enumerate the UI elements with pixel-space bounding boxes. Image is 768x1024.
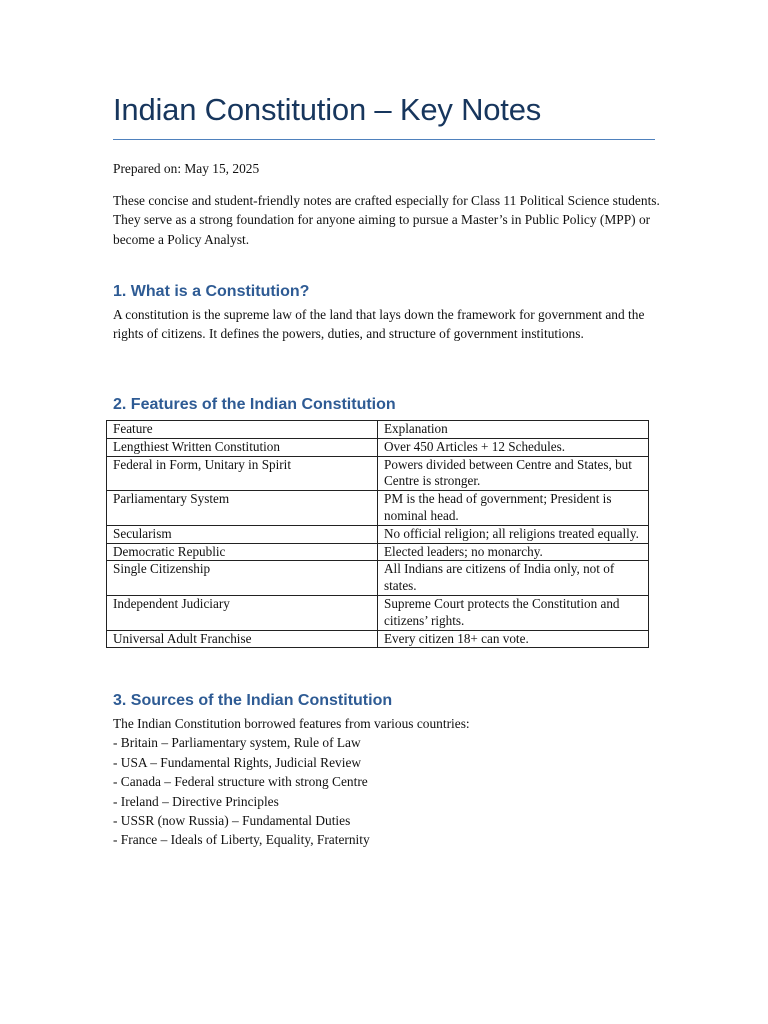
feature-cell: Independent Judiciary <box>107 595 378 630</box>
section-1-heading: 1. What is a Constitution? <box>113 283 310 300</box>
section-2-heading: 2. Features of the Indian Constitution <box>113 396 396 413</box>
feature-cell: Lengthiest Written Constitution <box>107 438 378 456</box>
table-row <box>107 491 649 526</box>
list-item: - USA – Fundamental Rights, Judicial Review <box>113 754 362 770</box>
table-row <box>107 561 649 596</box>
sources-intro: The Indian Constitution borrowed features from various countries: <box>113 716 470 731</box>
list-item: - Ireland – Directive Principles <box>113 793 279 809</box>
intro-paragraph: These concise and student-friendly notes are crafted especially for Class 11 Political Science students. They serve as a strong foundation for anyone aiming to pursue a Master’s in Public Policy (MPP) or become a Policy Analyst. <box>113 193 660 247</box>
prepared-date: Prepared on: May 15, 2025 <box>113 161 260 176</box>
feature-cell: Universal Adult Franchise <box>107 630 378 648</box>
explanation-cell: Powers divided between Centre and States, but Centre is stronger. <box>378 456 649 491</box>
feature-cell: Single Citizenship <box>107 561 378 596</box>
explanation-cell: Every citizen 18+ can vote. <box>378 630 649 648</box>
list-item: - Canada – Federal structure with strong Centre <box>113 774 368 790</box>
list-item: - Britain – Parliamentary system, Rule of Law <box>113 735 361 751</box>
table-row <box>107 630 649 648</box>
section-3-heading: 3. Sources of the Indian Constitution <box>113 692 393 709</box>
list-item: - USSR (now Russia) – Fundamental Duties <box>113 813 351 829</box>
explanation-cell: No official religion; all religions treated equally. <box>378 525 649 543</box>
document-title: Indian Constitution – Key Notes <box>113 92 542 127</box>
table-header-row <box>107 421 649 439</box>
table-row <box>107 525 649 543</box>
table-row <box>107 595 649 630</box>
feature-cell: Democratic Republic <box>107 543 378 561</box>
features-table <box>106 420 649 648</box>
feature-cell: Secularism <box>107 525 378 543</box>
explanation-cell: Over 450 Articles + 12 Schedules. <box>378 438 649 456</box>
table-header-cell: Explanation <box>378 421 649 439</box>
feature-cell: Federal in Form, Unitary in Spirit <box>107 456 378 491</box>
section-1-body: A constitution is the supreme law of the land that lays down the framework for government and the rights of citizens. It defines the powers, duties, and structure of government institutions. <box>113 307 645 342</box>
feature-cell: Parliamentary System <box>107 491 378 526</box>
table-row <box>107 543 649 561</box>
list-item: - France – Ideals of Liberty, Equality, Fraternity <box>113 832 370 848</box>
explanation-cell: All Indians are citizens of India only, not of states. <box>378 561 649 596</box>
explanation-cell: Supreme Court protects the Constitution and citizens’ rights. <box>378 595 649 630</box>
table-header-cell: Feature <box>107 421 378 439</box>
explanation-cell: Elected leaders; no monarchy. <box>378 543 649 561</box>
title-divider <box>113 139 655 140</box>
table-row <box>107 456 649 491</box>
sources-list <box>113 714 470 850</box>
explanation-cell: PM is the head of government; President is nominal head. <box>378 491 649 526</box>
table-row <box>107 438 649 456</box>
